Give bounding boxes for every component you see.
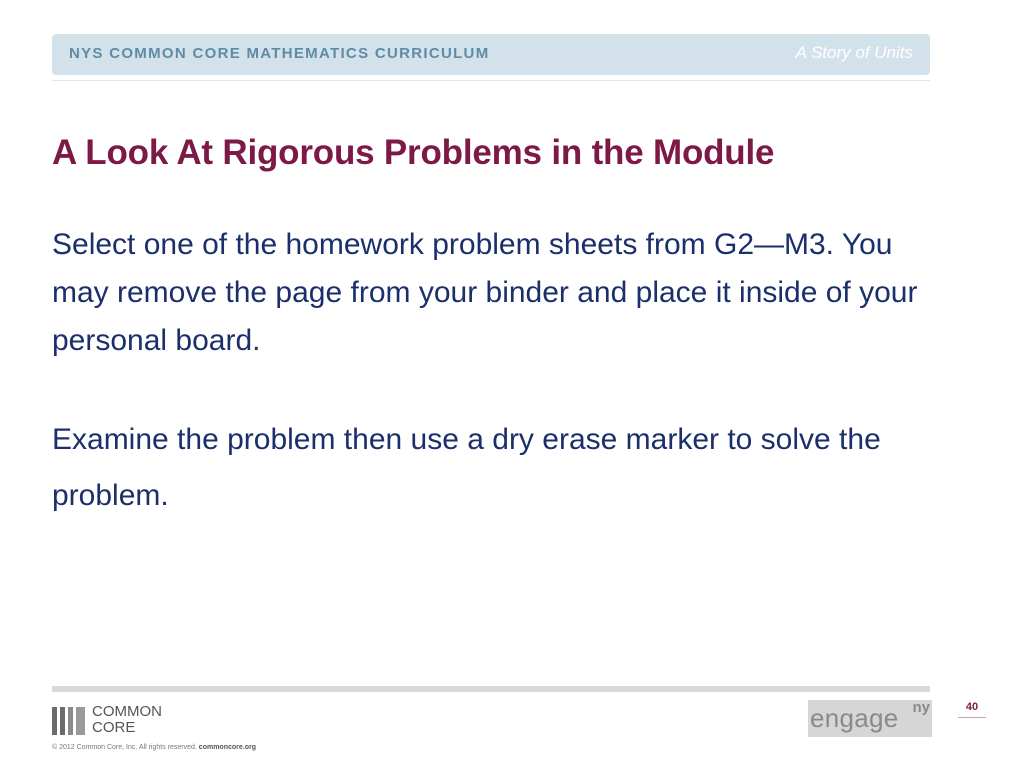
engage-ny-logo: engage ny <box>808 700 932 737</box>
story-label: A Story of Units <box>795 43 913 62</box>
curriculum-label: NYS COMMON CORE MATHEMATICS CURRICULUM <box>69 45 490 62</box>
site-link[interactable]: commoncore.org <box>198 744 256 751</box>
common-core-logo <box>52 704 192 738</box>
instruction-paragraph-1: Select one of the homework problem sheets from G2—M3. You may remove the page from your binder and place it inside of your personal board. <box>52 228 918 357</box>
instruction-paragraph-2: Examine the problem then use a dry erase marker to solve the problem. <box>52 423 881 512</box>
header-band <box>52 34 930 75</box>
header-divider <box>52 80 930 81</box>
copyright-notice: © 2012 Common Core, Inc. All rights reserved. commoncore.org <box>52 744 256 751</box>
page-number: 40 <box>965 701 979 713</box>
footer-divider <box>52 686 930 692</box>
slide-title: A Look At Rigorous Problems in the Module <box>52 133 775 172</box>
common-core-wordmark: COMMON CORE <box>92 703 162 736</box>
page-number-rule <box>958 717 986 718</box>
